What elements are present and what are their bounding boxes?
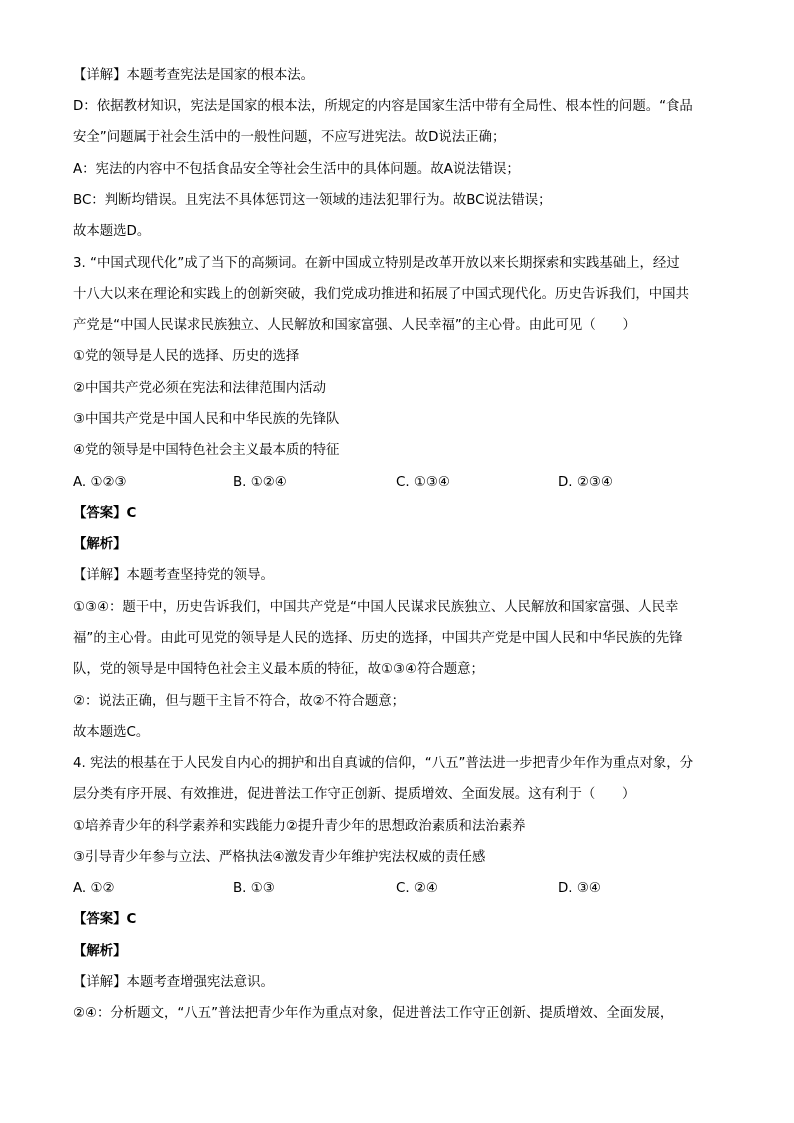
text-line: D：依据教材知识，宪法是国家的根本法，所规定的内容是国家生活中带有全局性、根本性的问题。“食品 <box>73 99 693 114</box>
question-3-answer: 【答案】C <box>73 506 137 521</box>
text-line: BC：判断均错误。且宪法不具体惩罚这一领域的违法犯罪行为。故BC说法错误； <box>73 193 552 208</box>
question-4-statement: ③引导青少年参与立法、严格执法④激发青少年维护宪法权威的责任感 <box>73 850 486 865</box>
question-4-option-a: A. ①② <box>73 881 115 896</box>
question-3-statement: ④党的领导是中国特色社会主义最本质的特征 <box>73 443 340 458</box>
question-3-statement: ②中国共产党必须在宪法和法律范围内活动 <box>73 381 327 396</box>
question-3-option-a: A. ①②③ <box>73 475 127 490</box>
question-3-stem: 十八大以来在理论和实践上的创新突破，我们党成功推进和拓展了中国式现代化。历史告诉我们，中国共 <box>73 287 689 302</box>
question-3-analysis: 【解析】 <box>73 537 127 552</box>
text-line: 故本题选D。 <box>73 224 151 239</box>
text-line: 队，党的领导是中国特色社会主义最本质的特征，故①③④符合题意； <box>73 662 484 677</box>
question-4-statement: ①培养青少年的科学素养和实践能力②提升青少年的思想政治素质和法治素养 <box>73 819 526 834</box>
text-line: 福”的主心骨。由此可见党的领导是人民的选择、历史的选择，中国共产党是中国人民和中华民族的先锋 <box>73 631 683 646</box>
question-4-stem: 4. 宪法的根基在于人民发自内心的拥护和出自真诚的信仰，“八五”普法进一步把青少年作为重点对象，分 <box>73 756 694 771</box>
question-3-option-d: D. ②③④ <box>558 475 613 490</box>
question-3-statement: ③中国共产党是中国人民和中华民族的先锋队 <box>73 412 340 427</box>
text-line: 【详解】本题考查坚持党的领导。 <box>73 568 274 583</box>
text-line: 【详解】本题考查增强宪法意识。 <box>73 975 274 990</box>
question-3-option-b: B. ①②④ <box>233 475 287 490</box>
text-line: 【详解】本题考查宪法是国家的根本法。 <box>73 68 315 83</box>
question-3-stem: 3. “中国式现代化”成了当下的高频词。在新中国成立特别是改革开放以来长期探索和实践基础上，经过 <box>73 256 680 271</box>
text-line: 故本题选C。 <box>73 725 150 740</box>
question-4-option-b: B. ①③ <box>233 881 275 896</box>
text-line: ②④：分析题文，“八五”普法把青少年作为重点对象，促进普法工作守正创新、提质增效、全面发展， <box>73 1006 674 1021</box>
question-4-option-c: C. ②④ <box>396 881 438 896</box>
text-line: ①③④：题干中，历史告诉我们，中国共产党是“中国人民谋求民族独立、人民解放和国家富强、人民幸 <box>73 600 679 615</box>
question-3-statement: ①党的领导是人民的选择、历史的选择 <box>73 349 300 364</box>
question-3-option-c: C. ①③④ <box>396 475 450 490</box>
text-line: A：宪法的内容中不包括食品安全等社会生活中的具体问题。故A说法错误； <box>73 162 520 177</box>
question-3-stem: 产党是“中国人民谋求民族独立、人民解放和国家富强、人民幸福”的主心骨。由此可见（ ） <box>73 318 636 333</box>
question-4-analysis: 【解析】 <box>73 944 127 959</box>
text-line: 安全”问题属于社会生活中的一般性问题，不应写进宪法。故D说法正确； <box>73 130 506 145</box>
question-4-answer: 【答案】C <box>73 912 137 927</box>
question-4-stem: 层分类有序开展、有效推进，促进普法工作守正创新、提质增效、全面发展。这有利于（ ） <box>73 787 636 802</box>
text-line: ②：说法正确，但与题干主旨不符合，故②不符合题意； <box>73 694 405 709</box>
question-4-option-d: D. ③④ <box>558 881 601 896</box>
